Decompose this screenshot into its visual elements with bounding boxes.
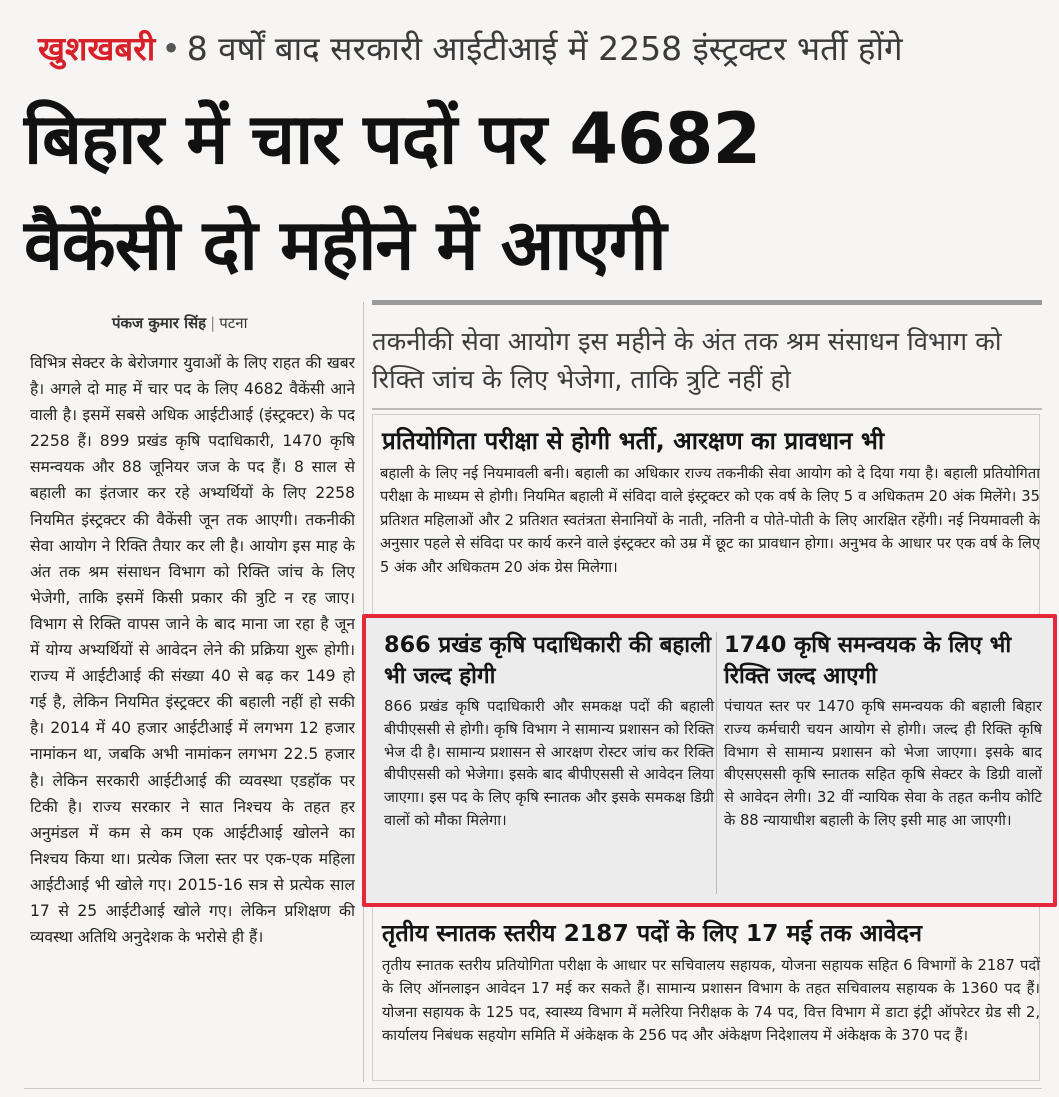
headline-line-2: वैकेंसी दो महीने में आएगी	[24, 204, 666, 286]
byline-author: पंकज कुमार सिंह	[112, 314, 207, 332]
headline-line-1: बिहार में चार पदों पर 4682	[24, 98, 761, 180]
section3-title: तृतीय स्नातक स्तरीय 2187 पदों के लिए 17 मई तक आवेदन	[382, 919, 922, 947]
byline-separator: |	[210, 314, 216, 332]
top-rule	[372, 300, 1042, 305]
headline	[24, 86, 1044, 298]
subsection-right-body: पंचायत स्तर पर 1470 कृषि समन्वयक की बहाली बिहार राज्य कर्मचारी चयन आयोग से होगी। जल्द ही रिक्ति कृषि विभाग से सामान्य प्रशासन को भेजा जाएगा। इसके बाद बीएसएससी कृषि स्नातक सहित कृषि सेक्टर के डिग्री वालों से आवेदन लेगी। 32 वीं न्यायिक सेवा के तहत कनीय कोटि के 88 न्यायाधीश बहाली के लिए इसी माह आ जाएगी।	[724, 698, 1042, 829]
subsection-left-title: 866 प्रखंड कृषि पदाधिकारी की बहाली भी जल्द होगी	[384, 632, 712, 689]
section3-body: तृतीय स्नातक स्तरीय प्रतियोगिता परीक्षा के आधार पर सचिवालय सहायक, योजना सहायक सहित 6 विभागों के 2187 पदों के लिए ऑनलाइन आवेदन 17 मई कर सकते हैं। सामान्य प्रशासन विभाग के तहत सचिवालय सहायक के 1360 पद हैं। योजना सहायक के 125 पद, स्वास्थ्य विभाग में मलेरिया निरीक्षक के 74 पद, वित्त विभाग में डाटा इंट्री ऑपरेटर ग्रेड सी 2, कार्यालय निबंधक सहयोग समिति में अंकेक्षक के 256 पद और अंकेक्षण निदेशालय में अंकेक्षक के 370 पद हैं।	[382, 957, 1040, 1045]
bottom-rule	[24, 1088, 1042, 1089]
subsection-left-body: 866 प्रखंड कृषि पदाधिकारी और समकक्ष पदों की बहाली बीपीएससी से होगी। कृषि विभाग ने सामान्य प्रशासन को रिक्ति भेज दी है। सामान्य प्रशासन से आरक्षण रोस्टर जांच कर रिक्ति बीपीएससी को भेजेगा। इसके बाद बीपीएससी से आवेदन लिया जाएगा। इस पद के लिए कृषि स्नातक और इसके समकक्ष डिग्री वालों को मौका मिलेगा।	[384, 698, 714, 829]
section1-body: बहाली के लिए नई नियमावली बनी। बहाली का अधिकार राज्य तकनीकी सेवा आयोग को दे दिया गया है। बहाली प्रतियोगिता परीक्षा के माध्यम से होगी। नियमित बहाली में संविदा वाले इंस्ट्रक्टर को एक वर्ष के लिए 5 व अधिकतम 20 अंक मिलेंगे। 35 प्रतिशत महिलाओं और 2 प्रतिशत स्वतंत्रता सेनानियों के नाती, नतिनी व पोते-पोती के लिए आरक्षित रहेंगी। नई नियमावली के अनुसार पहले से संविदा पर कार्य करने वाले इंस्ट्रक्टर को उम्र में छूट का प्रावधान होगा। अनुभव के आधार पर एक वर्ष के लिए 5 अंक और अधिकतम 20 अंक ग्रेस मिलेगा।	[380, 465, 1040, 576]
subsection-right	[724, 630, 1042, 833]
kicker-label: खुशखबरी	[38, 29, 156, 68]
byline-place: पटना	[219, 314, 248, 332]
left-column-text: विभित्र सेक्टर के बेरोजगार युवाओं के लिए राहत की खबर है। अगले दो माह में चार पद के लिए 4682 वैकेंसी आने वाली है। इसमें सबसे अधिक आईटीआई (इंस्ट्रक्टर) के पद 2258 हैं। 899 प्रखंड कृषि पदाधिकारी, 1470 कृषि समन्वयक और 88 जूनियर जज के पद हैं। 8 साल से बहाली का इंतजार कर रहे अभ्यर्थियों के लिए 2258 नियमित इंस्ट्रक्टर की वैकेंसी जून तक आएगी। तकनीकी सेवा आयोग ने रिक्ति तैयार कर ली है। आयोग इस माह के अंत तक श्रम संसाधन विभाग को रिक्ति जांच के लिए भेजेगी, ताकि इसमें किसी प्रकार की त्रुटि न रह जाए। विभाग से रिक्ति वापस जाने के बाद माना जा रहा है जून में योग्य अभ्यर्थियों से आवेदन लेने की प्रक्रिया शुरू होगी। राज्य में आईटीआई की संख्या 40 से बढ़ कर 149 हो गई है, लेकिन नियमित इंस्ट्रक्टर की बहाली नहीं हो सकी है। 2014 में 40 हजार आईटीआई में लगभग 12 हजार नामांकन था, जबकि अभी नामांकन लगभग 22.5 हजार है। लेकिन सरकारी आईटीआई की व्यवस्था एडहॉक पर टिकी है। राज्य सरकार ने सात निश्चय के तहत हर अनुमंडल में कम से कम एक आईटीआई खोलने का निश्चय किया था। प्रत्येक जिला स्तर पर एक-एक महिला आईटीआई भी खोले गए। 2015-16 सत्र से प्रत्येक साल 17 से 25 आईटीआई खोले गए। लेकिन प्रशिक्षण की व्यवस्था अतिथि अनुदेशक के भरोसे ही हैं।	[30, 354, 355, 947]
byline	[112, 313, 247, 333]
subsection-left	[384, 630, 714, 833]
kicker	[38, 26, 1038, 72]
subsection-right-title: 1740 कृषि समन्वयक के लिए भी रिक्ति जल्द आएगी	[724, 632, 1012, 689]
section1-title: प्रतियोगिता परीक्षा से होगी भर्ती, आरक्षण का प्रावधान भी	[382, 427, 885, 455]
subsection-divider	[716, 632, 717, 894]
kicker-text: 8 वर्षों बाद सरकारी आईटीआई में 2258 इंस्ट्रक्टर भर्ती होंगे	[186, 29, 903, 68]
kicker-bullet: •	[161, 29, 181, 68]
deck-text: तकनीकी सेवा आयोग इस महीने के अंत तक श्रम संसाधन विभाग को रिक्ति जांच के लिए भेजेगा, ताकि त्रुटि नहीं हो	[372, 327, 1002, 395]
deck-rule	[372, 408, 1042, 410]
